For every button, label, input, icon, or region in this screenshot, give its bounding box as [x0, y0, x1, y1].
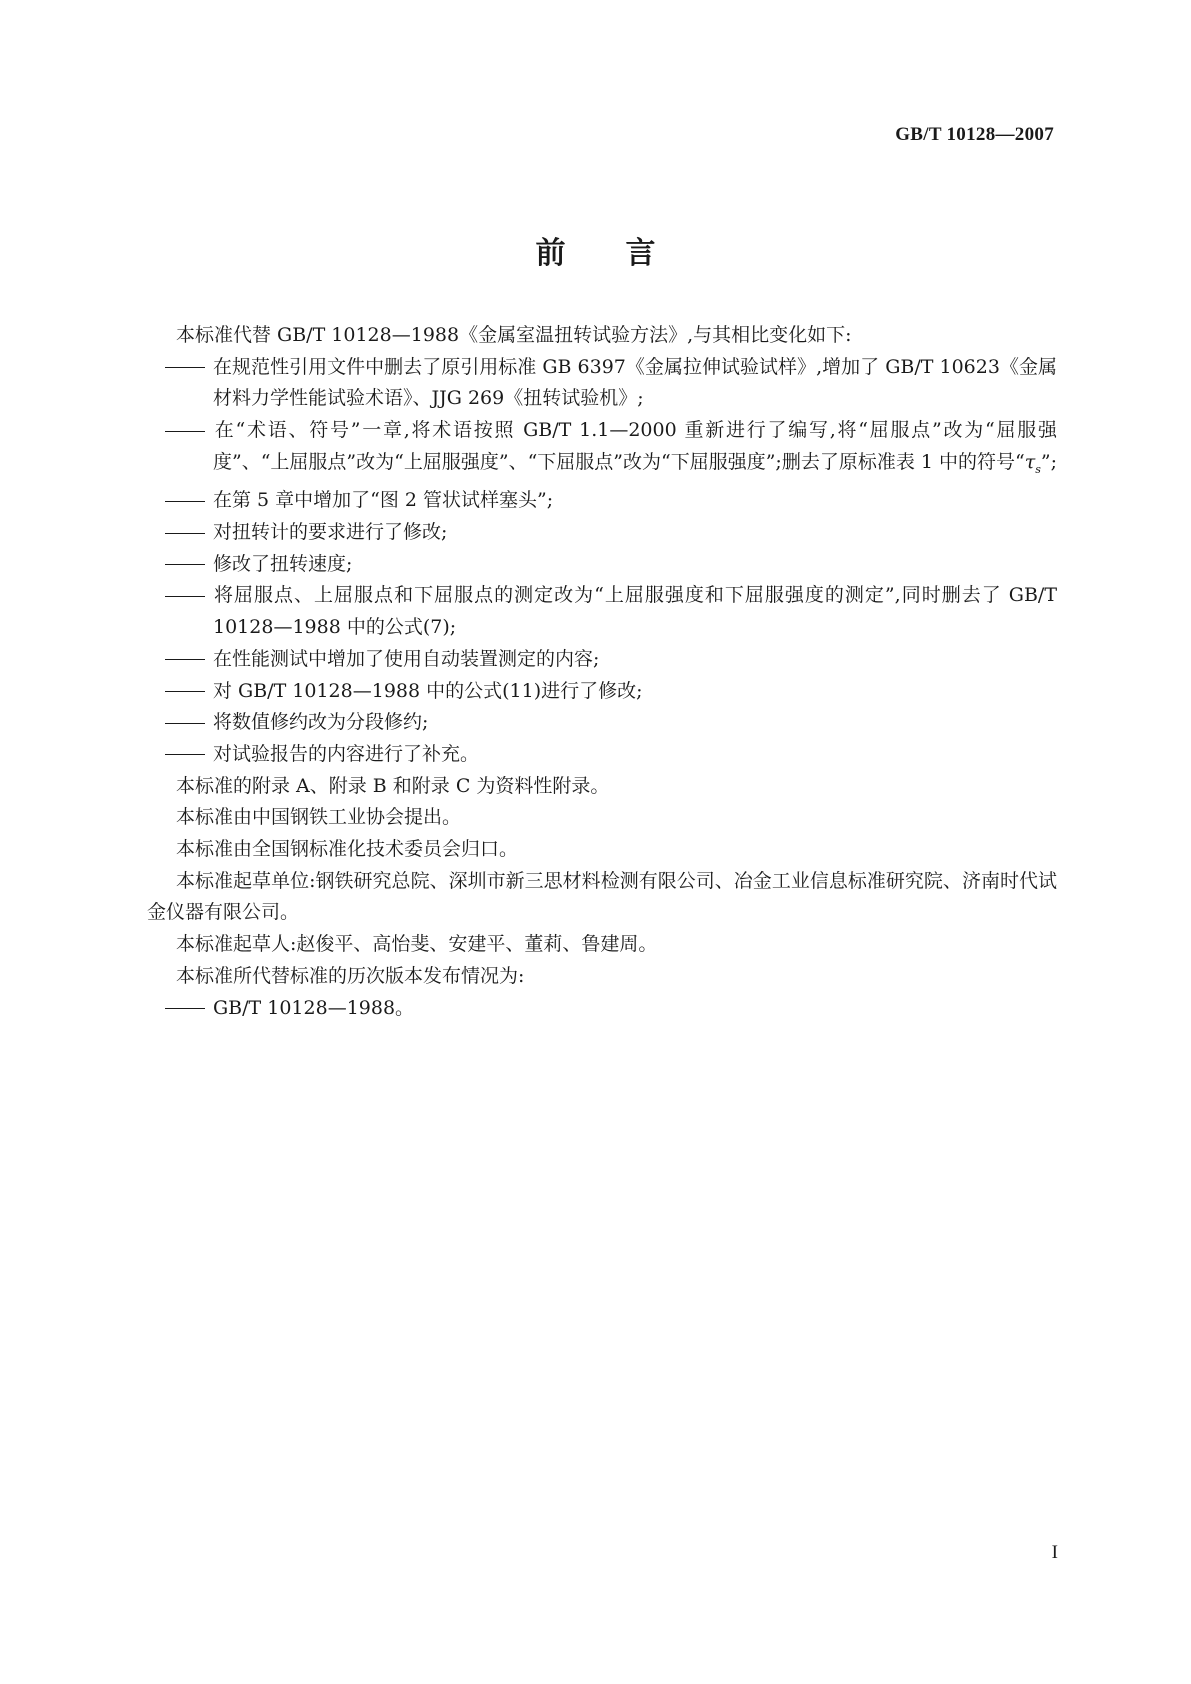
proposer-paragraph: 本标准由中国钢铁工业协会提出。: [176, 806, 462, 829]
appendix-paragraph: 本标准的附录 A、附录 B 和附录 C 为资料性附录。: [176, 774, 610, 797]
change-item-6: 将屈服点、上屈服点和下屈服点的测定改为“上屈服强度和下屈服强度的测定”,同时删去了 GB/T 10128—1988 中的公式(7);: [147, 580, 1057, 643]
change-item-5: 修改了扭转速度;: [147, 549, 1057, 581]
dash-mark: [165, 517, 213, 549]
change-item-10: 对试验报告的内容进行了补充。: [147, 739, 1057, 771]
dash-mark: [165, 485, 213, 517]
history-item-1: GB/T 10128—1988。: [147, 993, 1057, 1025]
intro-paragraph: 本标准代替 GB/T 10128—1988《金属室温扭转试验方法》,与其相比变化如下:: [176, 324, 852, 346]
page-title: [0, 228, 1191, 272]
change-item-1: 在规范性引用文件中删去了原引用标准 GB 6397《金属拉伸试验试样》,增加了 GB/T 10623《金属材料力学性能试验术语》、JJG 269《扭转试验机》;: [147, 352, 1057, 415]
dash-mark: [165, 580, 213, 612]
title-char-2: 言: [625, 236, 656, 271]
committee-paragraph: 本标准由全国钢标准化技术委员会归口。: [176, 838, 519, 861]
document-body: [147, 320, 1057, 1024]
change-item-4: 对扭转计的要求进行了修改;: [147, 517, 1057, 549]
dash-mark: [165, 644, 213, 676]
change-item-3: 在第 5 章中增加了“图 2 管状试样塞头”;: [147, 485, 1057, 517]
change-item-8: 对 GB/T 10128—1988 中的公式(11)进行了修改;: [147, 676, 1057, 708]
dash-mark: [165, 739, 213, 771]
dash-mark: [165, 993, 213, 1025]
dash-mark: [165, 549, 213, 581]
symbol-tau-s: $\tau_s$: [1024, 450, 1041, 476]
change-item-7: 在性能测试中增加了使用自动装置测定的内容;: [147, 644, 1057, 676]
drafters-paragraph: 本标准起草人:赵俊平、高怡斐、安建平、董莉、鲁建周。: [176, 933, 658, 956]
change-item-9: 将数值修约改为分段修约;: [147, 707, 1057, 739]
dash-mark: [165, 352, 213, 384]
drafting-units-paragraph: 本标准起草单位:钢铁研究总院、深圳市新三思材料检测有限公司、冶金工业信息标准研究院、济南时代试金仪器有限公司。: [147, 869, 1057, 924]
dash-mark: [165, 676, 213, 708]
title-char-1: 前: [535, 236, 566, 271]
page-number: I: [1051, 1542, 1058, 1563]
standard-code: GB/T 10128—2007: [895, 124, 1054, 145]
dash-mark: [165, 415, 213, 447]
change-item-2: 在“术语、符号”一章,将术语按照 GB/T 1.1—2000 重新进行了编写,将“屈服点”改为“屈服强度”、“上屈服点”改为“上屈服强度”、“下屈服点”改为“下屈服强度”;删去了原标准表 1 中的符号“$\tau_s$”;: [147, 415, 1057, 485]
dash-mark: [165, 707, 213, 739]
history-intro-paragraph: 本标准所代替标准的历次版本发布情况为:: [176, 964, 525, 987]
